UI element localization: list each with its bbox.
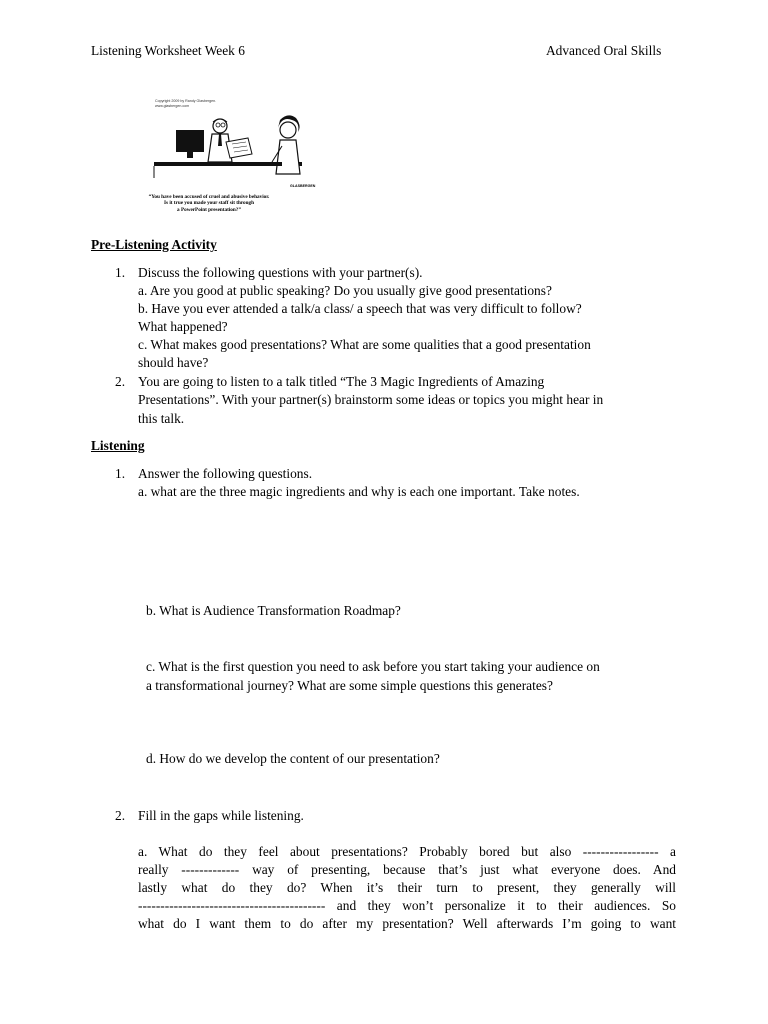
copyright-url: www.glasbergen.com <box>155 103 190 108</box>
caption-line: “You have been accused of cruel and abusive behavior. <box>148 194 270 200</box>
gap-fill-line: a. What do they feel about presentations? Probably bored but also ----------------- a <box>138 844 676 859</box>
gap-fill-line: what do I want them to do after my presentation? Well afterwards I’m going to want <box>138 916 676 931</box>
gap-fill-line: ------------------------------------------ and they won’t personalize it to their audiences. So <box>138 898 676 913</box>
list-number: 2. <box>115 374 126 389</box>
cartoon-signature: GLASBERGEN <box>290 184 316 188</box>
gap-fill-line: lastly what do they do? When it’s their turn to present, they generally will <box>138 880 676 895</box>
question-line: You are going to listen to a talk titled “The 3 Magic Ingredients of Amazing <box>138 374 545 389</box>
header-left: Listening Worksheet Week 6 <box>91 43 245 58</box>
question-line: What happened? <box>138 319 228 334</box>
cartoon-image <box>92 86 326 222</box>
question-line: b. Have you ever attended a talk/a class/ a speech that was very difficult to follow? <box>138 301 582 316</box>
list-number: 1. <box>115 265 126 280</box>
caption-line: a PowerPoint presentation?” <box>177 206 241 213</box>
list-number: 2. <box>115 808 126 823</box>
question-c: c. What is the first question you need to ask before you start taking your audience on <box>146 659 600 674</box>
caption-line: Is it true you made your staff sit through <box>163 200 255 207</box>
question-line: Fill in the gaps while listening. <box>138 808 304 823</box>
question-line: Answer the following questions. <box>138 466 313 481</box>
question-line: c. What makes good presentations? What are some qualities that a good presentation <box>138 337 591 352</box>
question-line: a. Are you good at public speaking? Do you usually give good presentations? <box>138 283 552 298</box>
question-c: a transformational journey? What are some simple questions this generates? <box>146 678 553 693</box>
copyright-line: Copyright 2009 by Randy Glasbergen. <box>155 99 217 103</box>
question-line: should have? <box>138 355 209 370</box>
question-line: Discuss the following questions with your partner(s). <box>138 265 423 280</box>
cartoon-caption <box>92 194 326 213</box>
list-number: 1. <box>115 466 126 481</box>
pre-listening-heading: Pre-Listening Activity <box>91 237 217 252</box>
question-a: a. what are the three magic ingredients and why is each one important. Take notes. <box>138 484 580 499</box>
question-d: d. How do we develop the content of our presentation? <box>146 751 440 766</box>
header-right: Advanced Oral Skills <box>546 43 662 58</box>
listening-heading: Listening <box>91 438 145 453</box>
cartoon-copyright <box>155 99 216 108</box>
question-b: b. What is Audience Transformation Roadmap? <box>146 603 401 618</box>
question-line: this talk. <box>138 411 185 426</box>
question-line: Presentations”. With your partner(s) brainstorm some ideas or topics you might hear in <box>138 392 604 407</box>
gap-fill-line: really ------------- way of presenting, because that’s just what everyone does. And <box>138 862 676 877</box>
